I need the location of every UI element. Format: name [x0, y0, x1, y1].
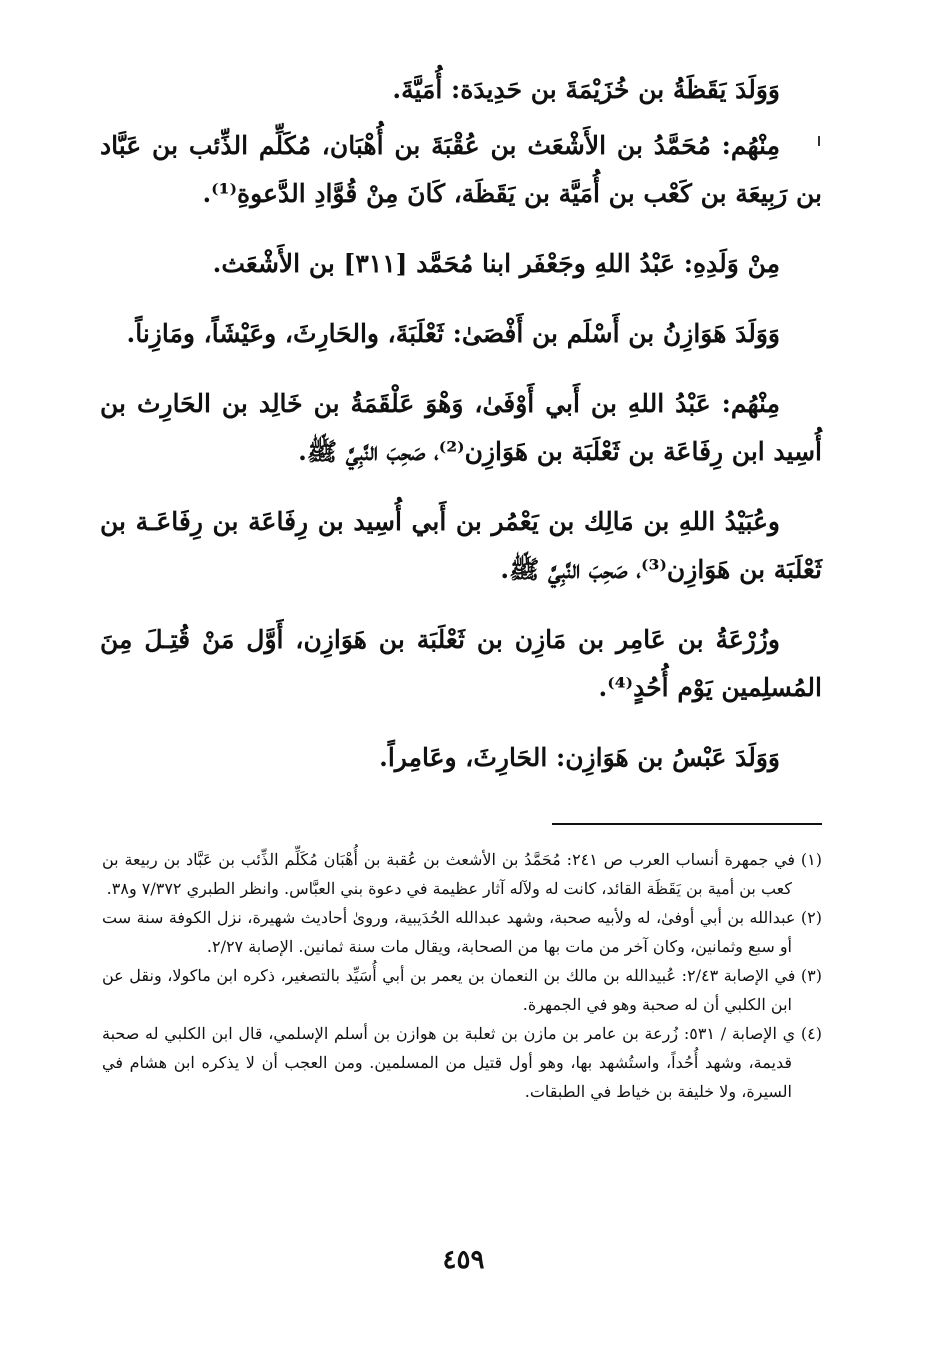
- paragraph-7: وزُرْعَةُ بن عَامِر بن مَازِن بن ثَعْلَبَة بن هَوَازِن، أَوَّل مَنْ قُتِـلَ مِنَ المُسلِمين يَوْم أُحُدٍ⁽⁴⁾.: [100, 625, 822, 702]
- footnote-3: (٣) في الإصابة ٢/٤٣: عُبيدالله بن مالك بن النعمان بن يعمر بن أبي أُسَيِّد بالتصغير، ذكره ابن ماكولا، ونقل عن ابن الكلبي أن له صحبة وهو في الجمهرة.: [102, 966, 823, 1014]
- footnotes: [102, 845, 822, 1106]
- paragraph-3: مِنْ وَلَدِهِ: عَبْدُ اللهِ وجَعْفَر ابنا مُحَمَّد [٣١١] بن الأَشْعَث.: [212, 249, 780, 278]
- paragraph-8: وَوَلَدَ عَبْسُ بن هَوَازِن: الحَارِثَ، وعَامِراً.: [379, 743, 780, 772]
- paragraph-1: وَوَلَدَ يَقَظَةُ بن خُزَيْمَةَ بن حَدِيدَة: أُمَيَّةَ.: [392, 75, 780, 104]
- footnote-divider: [552, 823, 822, 825]
- main-text: [100, 66, 822, 804]
- page-number: ٤٥٩: [442, 1245, 485, 1275]
- footnote-1: (١) في جمهرة أنساب العرب ص ٢٤١: مُحَمَّدُ بن الأشعث بن عُقبة بن أُهْبَان مُكَلِّم الذِّئب بن عَبَّاد بن ربيعة بن كعب بن أمية بن يَقَظَة القائد، كانت له ولآله آثار عظيمة في دعوة بني العبَّاس. وانظر الطبري ٧/٣٧٢ و٣٨.: [102, 850, 823, 898]
- paragraph-6: وعُبَيْدُ اللهِ بن مَالِك بن يَعْمُر بن أَبي أُسِيد بن رِفَاعَة بن رِفَاعَـة بن ثَعْلَبَة بن هَوَازِن⁽³⁾، صَحِبَ النَّبِيَّ ﷺ.: [100, 507, 822, 584]
- paragraph-4: وَوَلَدَ هَوَازِنُ بن أَسْلَم بن أَفْصَىٰ: ثَعْلَبَةَ، والحَارِثَ، وعَيْشَاً، ومَازِناً.: [126, 319, 780, 348]
- footnote-4: (٤) ي الإصابة / ٥٣١: زُرعة بن عامر بن مازن بن ثعلبة بن هوازن بن أسلم الإسلمي، قال ابن الكلبي له صحبة قديمة، وشهد أُحُداً، واستُشهد بها، وهو أول قتيل من المسلمين. ومن العجب أن لا يذكره ابن هشام في السيرة، ولا خليفة بن خياط في الطبقات.: [102, 1024, 822, 1101]
- paragraph-2: مِنْهُم: مُحَمَّدُ بن الأَشْعَث بن عُقْبَةَ بن أُهْبَان، مُكَلِّم الذِّئب بن عَبَّاد بن رَبِيعَة بن كَعْب بن أُمَيَّة بن يَقَظَة، كَانَ مِنْ قُوَّادِ الدَّعوةِ⁽¹⁾.: [100, 131, 822, 208]
- paragraph-5: مِنْهُم: عَبْدُ اللهِ بن أَبي أَوْفَىٰ، وَهْوَ عَلْقَمَةُ بن خَالِد بن الحَارِث بن أُسِيد ابن رِفَاعَة بن ثَعْلَبَة بن هَوَازِن⁽²⁾، صَحِبَ النَّبِيَّ ﷺ.: [100, 389, 822, 466]
- footnote-2: (٢) عبدالله بن أبي أوفىٰ، له ولأبيه صحبة، وشهد عبدالله الحُدَيبية، وروىٰ أحاديث شهيرة، نزل الكوفة سنة ست أو سبع وثمانين، وكان آخر من مات بها من الصحابة، ويقال مات سنة ثمانين. الإصابة ٢/٢٧.: [102, 908, 822, 956]
